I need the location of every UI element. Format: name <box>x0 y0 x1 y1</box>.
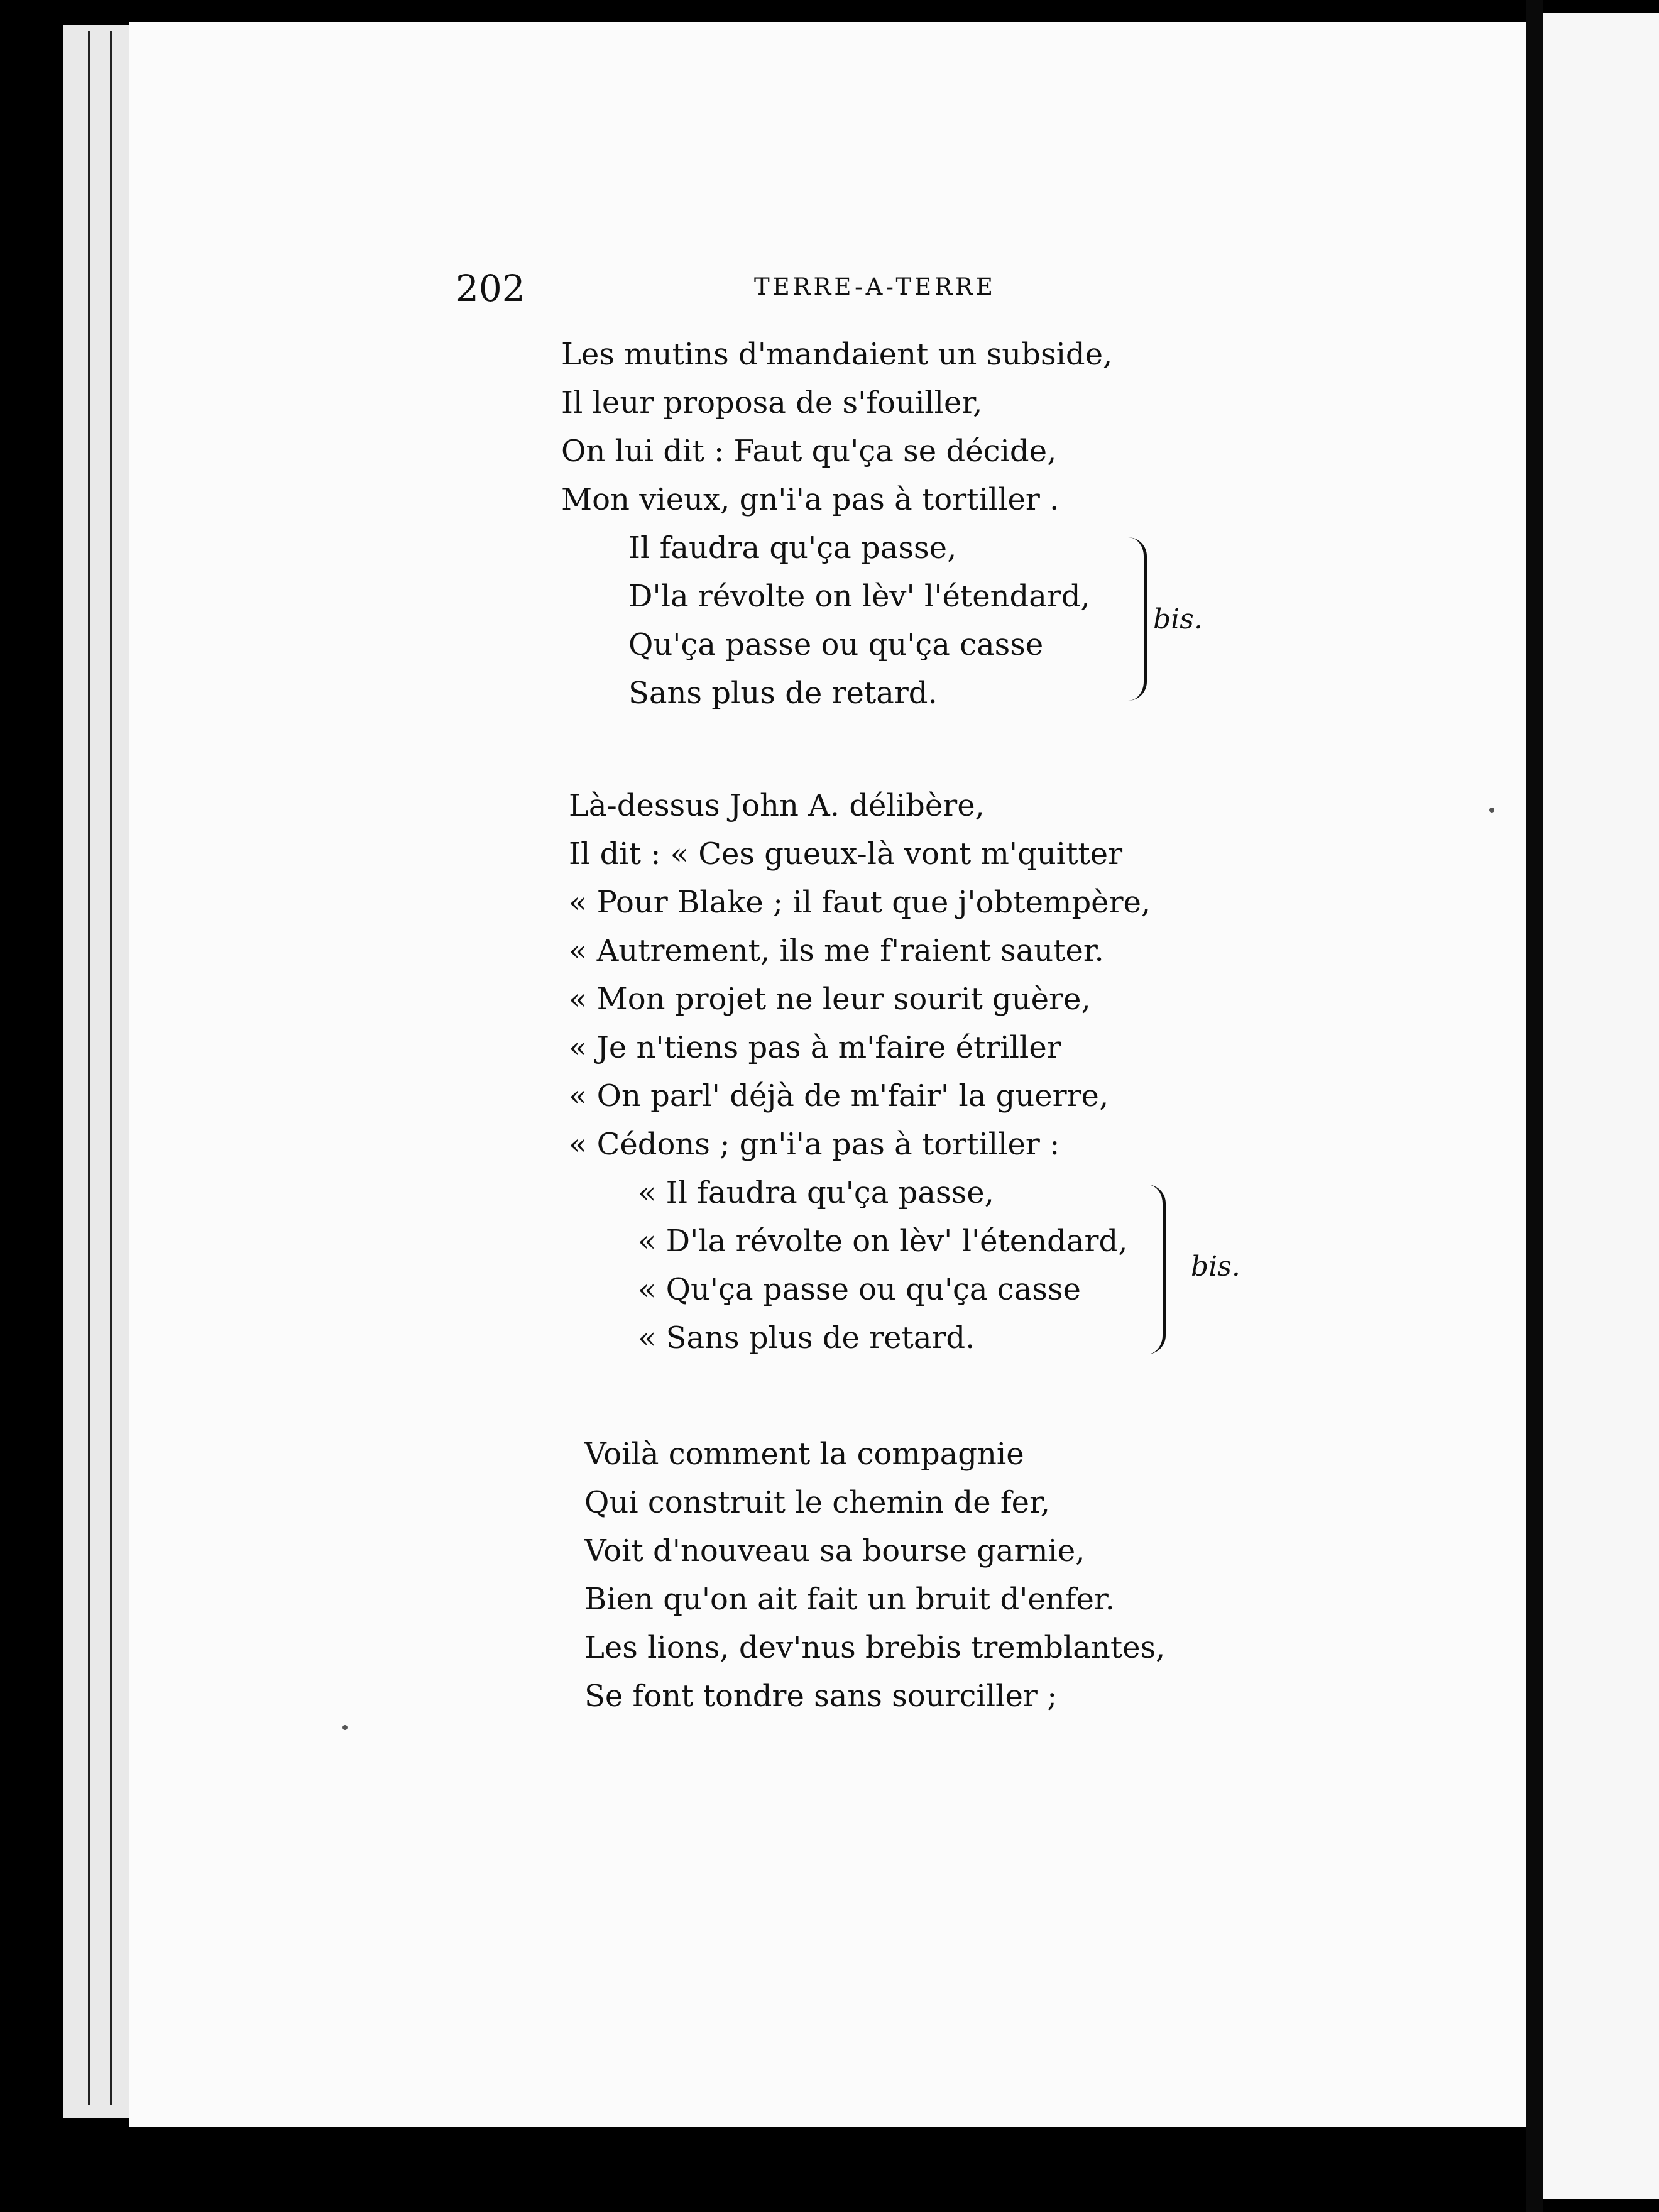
refrain-line: Qu'ça passe ou qu'ça casse <box>628 627 1044 662</box>
repeat-brace <box>1137 1185 1166 1354</box>
refrain-line: « Sans plus de retard. <box>638 1320 975 1355</box>
bis-marker: bis. <box>1153 603 1203 635</box>
verse-line: Là-dessus John A. délibère, <box>569 788 985 823</box>
verse-line: Les lions, dev'nus brebis tremblantes, <box>584 1630 1166 1665</box>
verse-line: « Cédons ; gn'i'a pas à tortiller : <box>569 1127 1060 1162</box>
refrain-line: D'la révolte on lèv' l'étendard, <box>628 579 1090 614</box>
refrain-line: Il faudra qu'ça passe, <box>628 530 957 566</box>
verse-line: Bien qu'on ait fait un bruit d'enfer. <box>584 1582 1115 1617</box>
verse-line: « Je n'tiens pas à m'faire étriller <box>569 1030 1061 1065</box>
paper-speck <box>342 1725 348 1730</box>
verse-line: Mon vieux, gn'i'a pas à tortiller . <box>561 482 1059 517</box>
verse-line: « Autrement, ils me f'raient sauter. <box>569 933 1104 968</box>
refrain-line: « Qu'ça passe ou qu'ça casse <box>638 1272 1081 1307</box>
bis-marker: bis. <box>1191 1251 1240 1283</box>
page-number: 202 <box>456 267 525 310</box>
verse-line: Les mutins d'mandaient un subside, <box>561 337 1113 372</box>
verse-line: Il dit : « Ces gueux-là vont m'quitter <box>569 836 1123 872</box>
verse-line: Se font tondre sans sourciller ; <box>584 1678 1058 1714</box>
verse-line: Qui construit le chemin de fer, <box>584 1485 1050 1520</box>
book-binding <box>1526 0 1543 2212</box>
repeat-brace <box>1119 537 1147 701</box>
verse-line: « On parl' déjà de m'fair' la guerre, <box>569 1078 1109 1114</box>
page-edge-line <box>88 31 90 2105</box>
verse-line: On lui dit : Faut qu'ça se décide, <box>561 434 1057 469</box>
refrain-line: « Il faudra qu'ça passe, <box>638 1175 994 1210</box>
verse-line: Voilà comment la compagnie <box>584 1437 1024 1472</box>
paper-speck <box>1489 808 1494 813</box>
verse-line: « Mon projet ne leur sourit guère, <box>569 982 1091 1017</box>
running-head: TERRE-A-TERRE <box>754 273 996 300</box>
refrain-line: Sans plus de retard. <box>628 676 938 711</box>
page-edge-line <box>110 31 112 2105</box>
verse-line: « Pour Blake ; il faut que j'obtempère, <box>569 885 1151 920</box>
verse-line: Voit d'nouveau sa bourse garnie, <box>584 1533 1085 1569</box>
verse-line: Il leur proposa de s'fouiller, <box>561 385 983 420</box>
refrain-line: « D'la révolte on lèv' l'étendard, <box>638 1224 1128 1259</box>
facing-page-edge <box>1543 13 1659 2199</box>
